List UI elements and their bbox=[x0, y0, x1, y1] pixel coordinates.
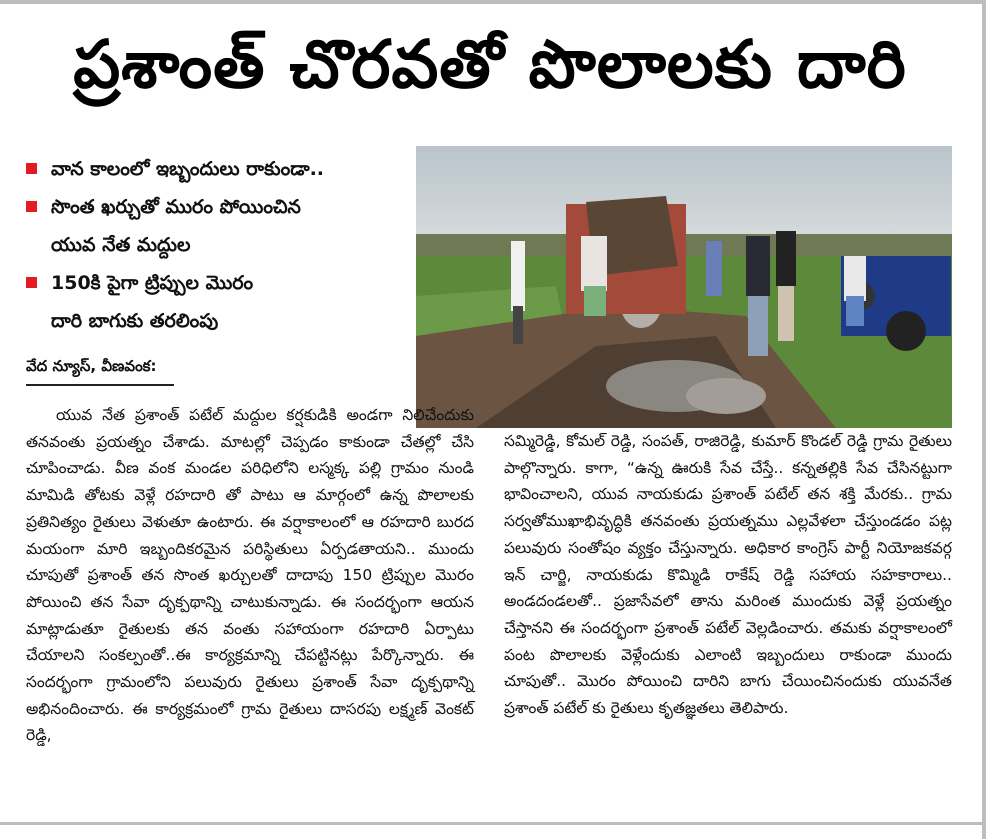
red-square-bullet-icon bbox=[26, 163, 37, 174]
highlight-item bbox=[26, 188, 406, 264]
field-road-photo bbox=[416, 146, 952, 428]
article-column-1 bbox=[26, 402, 474, 749]
highlight-line: సొంత ఖర్చుతో మురం పోయించిన bbox=[51, 196, 301, 218]
right-border bbox=[982, 0, 986, 839]
byline: వేద న్యూస్, వీణవంక: bbox=[26, 357, 157, 375]
article-paragraph: యువ నేత ప్రశాంత్ పటేల్ మద్దుల కర్షకుడికి అండగా నిలిచేందుకు తనవంతు ప్రయత్నం చేశాడు. మాటల్లో చెప్పడం కాకుండా చేతల్లో చేసి చూపించాడు. వీణ వంక మండల పరిధిలోని లస్మక్క పల్లి గ్రామం నుండి మామిడి తోటకు వెళ్లే రహదారి తో పాటు ఆ మార్గంలో ఉన్న పొలాలకు ప్రతినిత్యం రైతులు వెళుతూ ఉంటారు. ఈ వర్షాకాలంలో ఆ రహదారి బురద మయంగా మారి ఇబ్బందికరమైన పరిస్థితులు ఏర్పడతాయని.. ముందు చూపుతో ప్రశాంత్ తన సొంత ఖర్చులతో దాదాపు 150 ట్రిప్పుల మొరం పోయించి తన సేవా దృక్పథాన్ని చాటుకున్నాడు. ఈ సందర్భంగా ఆయన మాట్లాడుతూ రైతులకు తన వంతు సహాయంగా రహదారి ఏర్పాటు చేయాలని సంకల్పంతో..ఈ కార్యక్రమాన్ని చేపట్టినట్లు పేర్కొన్నారు. ఈ సందర్భంగా గ్రామంలోని పలువురు రైతులు ప్రశాంత్ సేవా దృక్పథాన్ని అభినందించారు. ఈ కార్యక్రమంలో గ్రామ రైతులు దాసరపు లక్ష్మణ్ వెంకట్ రెడ్డి, bbox=[26, 406, 474, 745]
highlights-list bbox=[26, 150, 406, 340]
article-paragraph: సమ్మిరెడ్డి, కోమల్ రెడ్డి, సంపత్, రాజిరెడ్డి, కుమార్ కొండల్ రెడ్డి గ్రామ రైతులు పాల్గొన్నారు. కాగా, “ఉన్న ఊరుకి సేవ చేస్తే.. కన్నతల్లికి సేవ చేసినట్టుగా భావించాలని, యువ నాయకుడు ప్రశాంత్ పటేల్ తన శక్తి మేరకు.. గ్రామ సర్వతోముఖాభివృద్ధికి తనవంతు ప్రయత్నము ఎల్లవేళలా చేస్తుండడం పట్ల పలువురు సంతోషం వ్యక్తం చేస్తున్నారు. అధికార కాంగ్రెస్ పార్టీ నియోజకవర్గ ఇన్ చార్జి, నాయకుడు కొమ్మిడి రాకేష్ రెడ్డి సహాయ సహకారాలు.. అండదండలతో.. ప్రజాసేవలో తాను మరింత ముందుకు వెళ్లే ప్రయత్నం చేస్తానని ఈ సందర్భంగా ప్రశాంత్ పటేల్ వెల్లడించారు. తమకు వర్షాకాలంలో పంట పొలాలకు వెళ్లేందుకు ఎలాంటి ఇబ్బందులు రాకుండా ముందు చూపుతో.. మొరం పోయించి దారిని బాగు చేయించినందుకు యువనేత ప్రశాంత్ పటేల్ కు రైతులు కృతజ్ఞతలు తెలిపారు. bbox=[504, 432, 952, 718]
top-border bbox=[0, 0, 986, 4]
byline-underline bbox=[26, 384, 174, 386]
bottom-border bbox=[0, 822, 986, 825]
photo-illustration bbox=[416, 146, 952, 428]
highlight-item bbox=[26, 150, 406, 188]
highlight-line: దారి బాగుకు తరలింపు bbox=[51, 310, 219, 332]
headline: ప్రశాంత్ చొరవతో పొలాలకు దారి bbox=[73, 25, 907, 103]
red-square-bullet-icon bbox=[26, 201, 37, 212]
highlight-line: యువ నేత మద్దుల bbox=[51, 234, 191, 256]
red-square-bullet-icon bbox=[26, 277, 37, 288]
highlight-item bbox=[26, 264, 406, 340]
highlight-line: వాన కాలంలో ఇబ్బందులు రాకుండా.. bbox=[51, 158, 325, 180]
article-column-2 bbox=[504, 428, 952, 722]
highlight-line: 150కి పైగా ట్రిప్పుల మొరం bbox=[51, 272, 254, 294]
